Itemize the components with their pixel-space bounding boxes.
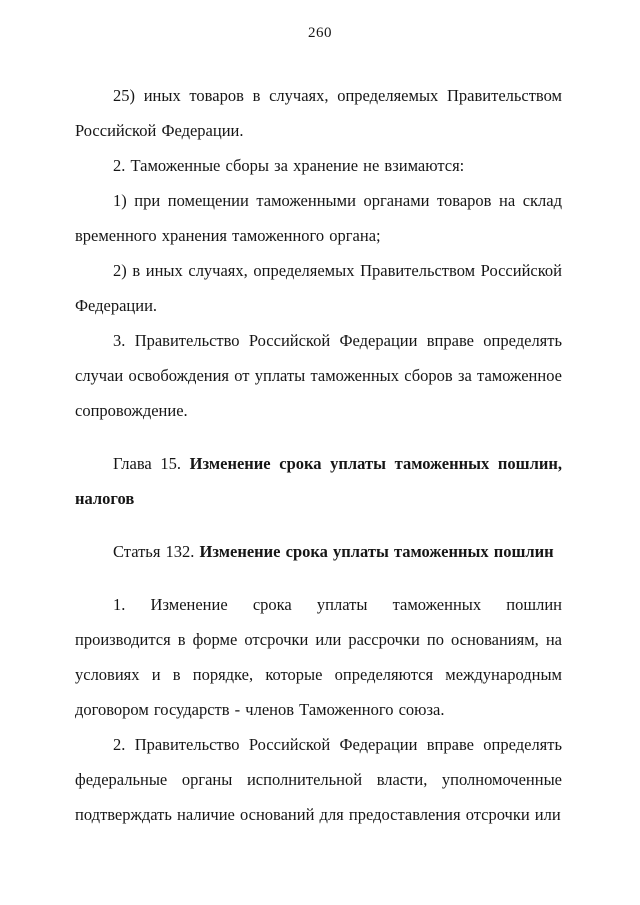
paragraph: 1) при помещении таможенными органами товаров на склад временного хранения таможенного органа;: [75, 191, 562, 245]
heading-title: Изменение срока уплаты таможенных пошлин: [199, 542, 554, 561]
paragraph: 25) иных товаров в случаях, определяемых Правительством Российской Федерации.: [75, 86, 562, 140]
page-content: [75, 78, 562, 832]
paragraph: 2) в иных случаях, определяемых Правительством Российской Федерации.: [75, 261, 562, 315]
heading-title: Изменение срока уплаты таможенных пошлин, налогов: [75, 454, 562, 508]
heading-prefix: Глава 15.: [113, 454, 190, 473]
paragraph: 1. Изменение срока уплаты таможенных пошлин производится в форме отсрочки или рассрочки по основаниям, на условиях и в порядке, которые определяются международным договором государств - членов Таможенного союза.: [75, 595, 562, 719]
heading-prefix: Статья 132.: [113, 542, 200, 561]
page-number: 260: [308, 25, 332, 41]
paragraph: 2. Таможенные сборы за хранение не взимаются:: [113, 156, 465, 175]
article-heading: [75, 534, 562, 569]
paragraph: 3. Правительство Российской Федерации вправе определять случаи освобождения от уплаты таможенных сборов за таможенное сопровождение.: [75, 331, 562, 420]
chapter-heading: [75, 446, 562, 516]
paragraph: 2. Правительство Российской Федерации вправе определять федеральные органы исполнительной власти, уполномоченные подтверждать наличие оснований для предоставления отсрочки или: [75, 735, 562, 824]
